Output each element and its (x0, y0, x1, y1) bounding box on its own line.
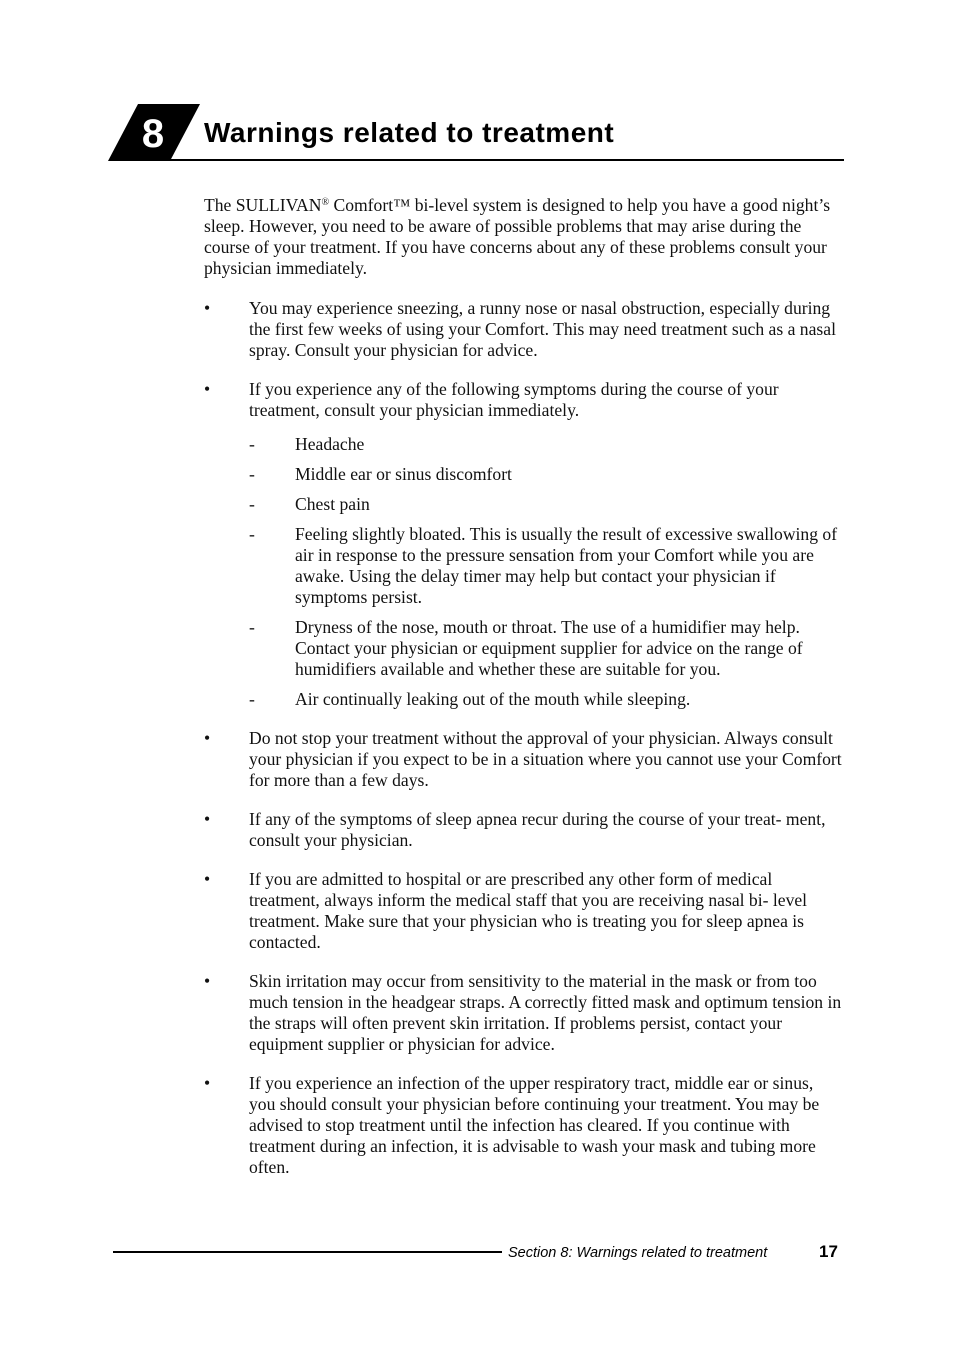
symptom-list (249, 434, 844, 710)
warning-item (204, 298, 844, 361)
symptom-text: Headache (295, 434, 365, 454)
intro-text-rest: Comfort™ bi-level system is designed to help you have a good night’s sleep. However, you need to be aware of possible problems that may arise during the course of your treatment. If you have concerns about any of these problems consult your physician immediately. (204, 195, 831, 278)
body-text (204, 195, 844, 1196)
registered-mark: ® (321, 197, 330, 208)
symptom-item (249, 524, 844, 608)
symptom-item (249, 464, 844, 485)
footer-section-label: Section 8: Warnings related to treatment (508, 1245, 768, 1261)
bullet-marker: • (204, 298, 211, 318)
warning-text: If you are admitted to hospital or are prescribed any other form of medical treatment, always inform the medical staff that you are receiving nasal bi- level treatment. Make sure that your physician who is treating you for sleep apnea is contacted. (249, 869, 808, 952)
dash-marker: - (249, 494, 255, 514)
warning-item (204, 379, 844, 710)
symptom-text: Dryness of the nose, mouth or throat. The use of a humidifier may help. Contact your physician or equipment supplier for advice on the range of humidifiers available and whether these are suitable for you. (295, 617, 803, 679)
warning-text: Skin irritation may occur from sensitivity to the material in the mask or from too much tension in the headgear straps. A correctly fitted mask and optimum tension in the straps will often prevent skin irritation. If problems persist, contact your equipment supplier or physician for advice. (249, 971, 842, 1054)
dash-marker: - (249, 524, 255, 544)
section-number: 8 (141, 112, 165, 156)
warning-text: If you experience an infection of the upper respiratory tract, middle ear or sinus, you should consult your physician before continuing your treatment. You may be advised to stop treatment until the infection has cleared. If you continue with treatment during an infection, it is advisable to wash your mask and tubing more often. (249, 1073, 820, 1177)
dash-marker: - (249, 617, 255, 637)
bullet-marker: • (204, 809, 211, 829)
footer-rule (113, 1251, 502, 1253)
symptom-text: Middle ear or sinus discomfort (295, 464, 512, 484)
intro-text-start: The SULLIVAN (204, 195, 322, 215)
intro-paragraph (204, 195, 844, 279)
bullet-marker: • (204, 728, 211, 748)
warning-item (204, 809, 844, 851)
dash-marker: - (249, 464, 255, 484)
bullet-marker: • (204, 971, 211, 991)
dash-marker: - (249, 689, 255, 709)
warning-text: If any of the symptoms of sleep apnea recur during the course of your treat- ment, consult your physician. (249, 809, 826, 850)
bullet-marker: • (204, 379, 211, 399)
warning-text: Do not stop your treatment without the approval of your physician. Always consult your physician if you expect to be in a situation where you cannot use your Comfort for more than a few days. (249, 728, 842, 790)
symptom-item (249, 434, 844, 455)
dash-marker: - (249, 434, 255, 454)
symptom-text: Air continually leaking out of the mouth while sleeping. (295, 689, 691, 709)
bullet-marker: • (204, 869, 211, 889)
warning-text: If you experience any of the following symptoms during the course of your treatment, consult your physician immediately. (249, 379, 779, 420)
warning-item (204, 728, 844, 791)
symptom-item (249, 689, 844, 710)
warning-item (204, 971, 844, 1055)
page-number: 17 (819, 1242, 838, 1261)
title-underline (170, 159, 844, 161)
warning-item (204, 869, 844, 953)
bullet-marker: • (204, 1073, 211, 1093)
symptom-text: Feeling slightly bloated. This is usually the result of excessive swallowing of air in response to the pressure sensation from your Comfort while you are awake. Using the delay timer may help but contact your physician if symptoms persist. (295, 524, 838, 607)
section-title: Warnings related to treatment (204, 117, 615, 148)
warning-item (204, 1073, 844, 1178)
warning-list (204, 298, 844, 1178)
symptom-text: Chest pain (295, 494, 370, 514)
symptom-item (249, 617, 844, 680)
symptom-item (249, 494, 844, 515)
warning-text: You may experience sneezing, a runny nose or nasal obstruction, especially during the first few weeks of using your Comfort. This may need treatment such as a nasal spray. Consult your physician for advice. (249, 298, 836, 360)
